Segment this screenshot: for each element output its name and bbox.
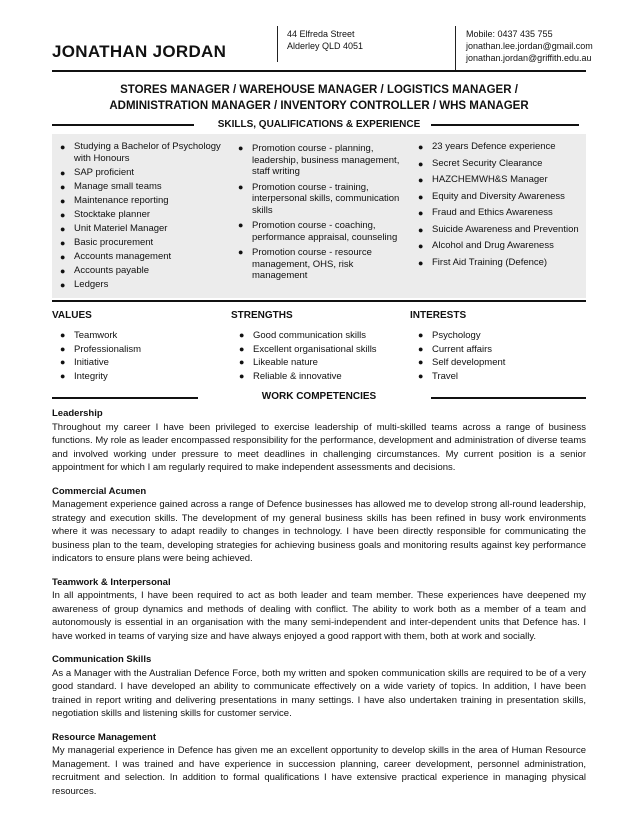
value-item: ● Integrity (60, 370, 108, 382)
bullet-icon: ● (238, 181, 244, 192)
interest-item: ● Travel (418, 370, 459, 382)
values-list (52, 329, 222, 383)
bullet-icon: ● (60, 280, 66, 290)
skill-item: ● Manage small teams (60, 181, 162, 192)
skills-bottom-rule (52, 300, 586, 302)
interest-item: ● Psychology (418, 330, 481, 341)
skill-item: ● Maintenance reporting (60, 195, 169, 206)
skills-section-title: SKILLS, QUALIFICATIONS & EXPERIENCE (217, 119, 421, 130)
value-item: ● Initiative (60, 357, 109, 368)
skills-rule-right (431, 124, 579, 126)
bullet-icon: ● (418, 370, 424, 381)
strength-item: ● Excellent organisational skills (239, 343, 377, 355)
strengths-list (231, 329, 406, 383)
job-titles-line-2: ADMINISTRATION MANAGER / INVENTORY CONTROLLER / WHS MANAGER (109, 100, 529, 112)
interests-section (410, 310, 586, 383)
values-title: VALUES (52, 310, 92, 321)
header-divider-right (455, 26, 456, 70)
skill-item: ● Unit Materiel Manager (60, 223, 168, 234)
bullet-icon: ● (418, 330, 424, 340)
skill-item: ● Ledgers (60, 279, 109, 290)
email-primary[interactable]: jonathan.lee.jordan@gmail.com (466, 41, 593, 51)
header-rule (52, 70, 586, 72)
bullet-icon: ● (418, 158, 424, 169)
contact-block (466, 28, 593, 64)
course-item: ● Promotion course - coaching, performance appraisal, counseling (238, 220, 398, 243)
competencies-body (52, 407, 586, 808)
experience-item: ● Equity and Diversity Awareness (418, 190, 565, 202)
competency-heading: Resource Management (52, 731, 157, 743)
mobile-number: Mobile: 0437 435 755 (466, 29, 553, 39)
bullet-icon: ● (60, 142, 66, 152)
bullet-icon: ● (418, 224, 424, 235)
strengths-section (231, 310, 406, 383)
skills-column-3 (410, 141, 590, 273)
bullet-icon: ● (238, 247, 244, 257)
competencies-title: WORK COMPETENCIES (261, 391, 377, 402)
bullet-icon: ● (418, 357, 424, 367)
interests-list (410, 329, 586, 383)
bullet-icon: ● (239, 357, 245, 367)
course-item: ● Promotion course - training, interpersonal skills, communication skills (238, 181, 400, 216)
bullet-icon: ● (239, 343, 245, 354)
strength-item: ● Good communication skills (239, 330, 366, 341)
experience-item: ● 23 years Defence experience (418, 141, 556, 152)
strength-item: ● Reliable & innovative (239, 370, 342, 382)
bullet-icon: ● (60, 266, 66, 276)
address-street: 44 Elfreda Street (287, 29, 355, 39)
bullet-icon: ● (60, 182, 66, 192)
experience-item: ● Fraud and Ethics Awareness (418, 207, 553, 218)
skills-column-1 (52, 141, 222, 293)
bullet-icon: ● (60, 357, 66, 367)
bullet-icon: ● (238, 220, 244, 230)
values-section (52, 310, 222, 383)
bullet-icon: ● (60, 238, 66, 248)
experience-item: ● First Aid Training (Defence) (418, 256, 548, 268)
skill-item: ● Accounts management (60, 251, 172, 262)
interest-item: ● Self development (418, 357, 506, 368)
competency-heading: Leadership (52, 408, 103, 419)
bullet-icon: ● (418, 142, 424, 152)
bullet-icon: ● (238, 143, 244, 153)
bullet-icon: ● (239, 330, 245, 340)
bullet-icon: ● (60, 330, 66, 340)
bullet-icon: ● (60, 210, 66, 220)
skill-item: ● Studying a Bachelor of Psychology with Honours (60, 141, 221, 164)
bullet-icon: ● (60, 252, 66, 262)
competency-heading: Teamwork & Interpersonal (52, 576, 171, 588)
value-item: ● Teamwork (60, 330, 118, 341)
bullet-icon: ● (60, 370, 66, 381)
competency-heading: Communication Skills (52, 654, 152, 665)
header-divider-left (277, 26, 278, 62)
bullet-icon: ● (418, 208, 424, 218)
competency-text: My managerial experience in Defence has given me an excellent opportunity to develop skills in the area of Human Resource Management. I was trained and have experience in succession planning, career development, personnel administration, recruitment and selection. In addition to formal qualifications I have extensive practical experience in managing physical resources. (52, 745, 586, 797)
competencies-rule-right (431, 397, 586, 399)
skill-item: ● SAP proficient (60, 167, 135, 178)
candidate-name: JONATHAN JORDAN (52, 42, 227, 61)
bullet-icon: ● (60, 343, 66, 354)
experience-item: ● Alcohol and Drug Awareness (418, 240, 554, 251)
bullet-icon: ● (60, 168, 66, 178)
value-item: ● Professionalism (60, 343, 142, 355)
address-block (287, 28, 363, 52)
competency-heading: Commercial Acumen (52, 485, 147, 497)
job-titles (40, 82, 598, 114)
experience-item: ● Secret Security Clearance (418, 157, 543, 169)
competency-text: As a Manager with the Australian Defence Force, both my written and spoken communication skills are required to be of a very good standard. I have developed an ability to communicate effectively on a wide variety of topics. In addition, I have been trained in report writing and delivering presentations in many settings. I have also undertaken training in presentation skills, negotiation skills and listening skills for customer service. (52, 667, 586, 719)
course-item: ● Promotion course - resource management, OHS, risk management (238, 247, 372, 281)
bullet-icon: ● (418, 241, 424, 251)
experience-item: ● Suicide Awareness and Prevention (418, 223, 579, 235)
bullet-icon: ● (418, 191, 424, 202)
bullet-icon: ● (239, 370, 245, 381)
experience-item: ● HAZCHEMWH&S Manager (418, 174, 548, 185)
competency-text: In all appointments, I have been required to act as both leader and team member. These experiences have deepened my awareness of group dynamics and methods of dealing with conflict. The ability to work both as a member of a team and autonomously is essential in an organisation with the many semi-independent and inter-dependent units that Defence has. I have worked in teams of varying size and have always enjoyed a good rapport with them, both at work and socially. (52, 590, 586, 642)
competency-text: Management experience gained across a range of Defence businesses has allowed me to develop strong all-round leadership, strategy and execution skills. The development of my general business skills has been refined in busy work environments where it was necessary to adapt readily to changes in technology. I have been directly responsible for communicating the business plan to the team, developing strategies for achieving business goals and monitoring results against key performance indicators to ensure plans were being achieved. (52, 499, 586, 564)
interest-item: ● Current affairs (418, 343, 493, 355)
bullet-icon: ● (418, 343, 424, 354)
job-titles-line-1: STORES MANAGER / WAREHOUSE MANAGER / LOGISTICS MANAGER / (120, 84, 518, 96)
course-item: ● Promotion course - planning, leadership, business management, staff writing (238, 143, 400, 177)
interests-title: INTERESTS (410, 310, 467, 321)
skills-column-2 (230, 143, 400, 286)
address-suburb: Alderley QLD 4051 (287, 41, 364, 51)
bullet-icon: ● (60, 224, 66, 234)
skill-item: ● Accounts payable (60, 265, 149, 276)
bullet-icon: ● (418, 257, 424, 268)
bullet-icon: ● (60, 196, 66, 206)
skill-item: ● Basic procurement (60, 237, 154, 248)
strengths-title: STRENGTHS (231, 310, 293, 321)
strength-item: ● Likeable nature (239, 357, 318, 368)
competency-text: Throughout my career I have been privileged to exercise leadership of multi-skilled teams across a range of business functions. My role as leader encompassed responsibility for the performance, development and administration of diverse teams and involved working under pressure to meet deadlines in challenging circumstances. My current position is a senior appointment for which I am regularly required to make independent assessments and decisions. (52, 421, 586, 473)
bullet-icon: ● (418, 175, 424, 185)
skill-item: ● Stocktake planner (60, 209, 151, 220)
email-secondary[interactable]: jonathan.jordan@griffith.edu.au (466, 53, 592, 63)
